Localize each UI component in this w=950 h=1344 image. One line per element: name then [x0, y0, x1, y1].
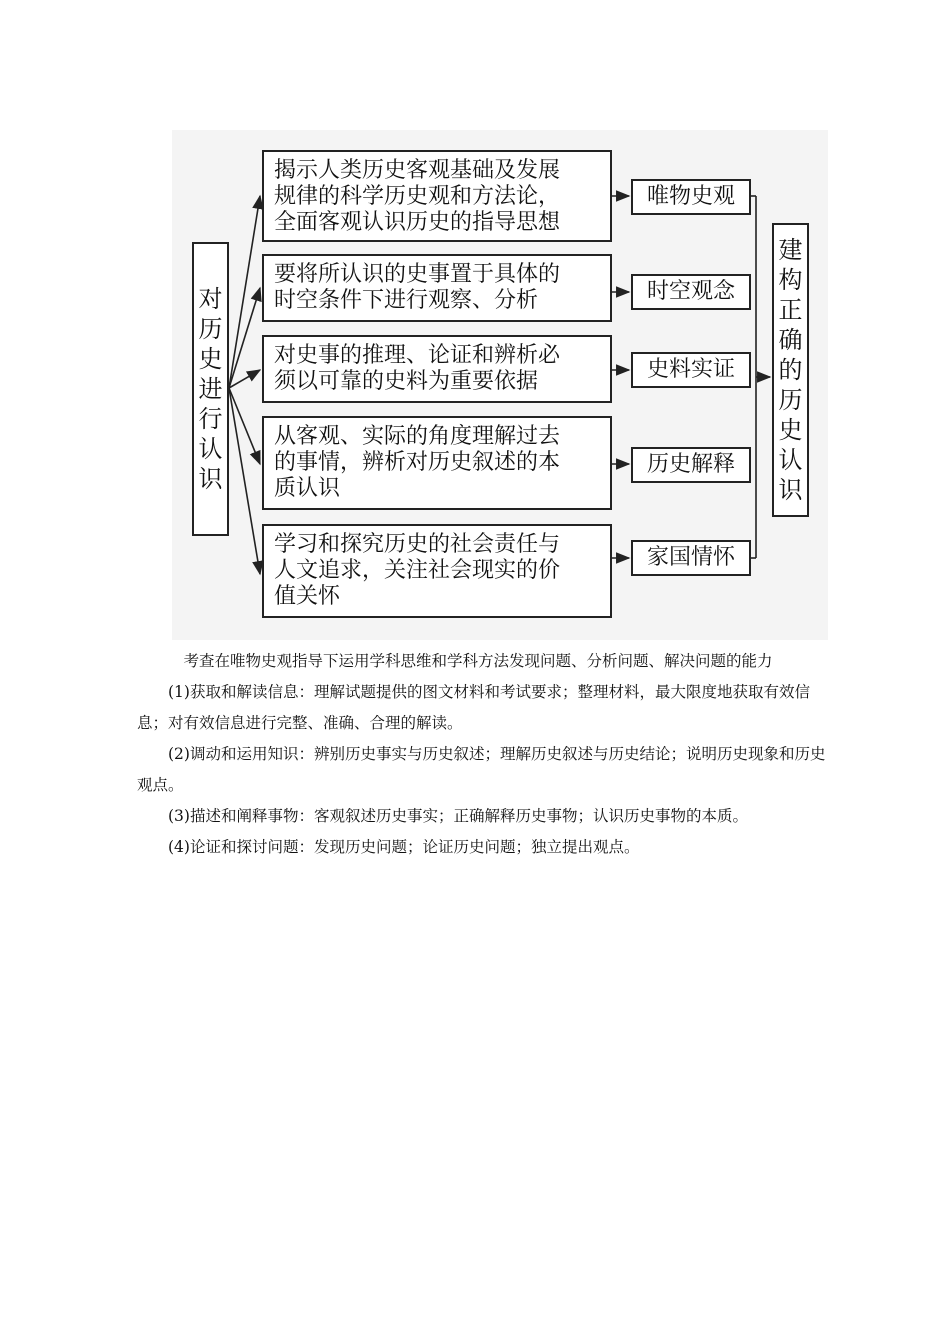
intro-paragraph: 考查在唯物史观指导下运用学科思维和学科方法发现问题、分析问题、解决问题的能力	[183, 652, 773, 670]
description-box-4: 从客观、实际的角度理解过去 的事情，辨析对历史叙述的本 质认识	[262, 416, 612, 510]
right-label-box: 建 构 正 确 的 历 史 认 识	[772, 223, 809, 517]
description-box-2: 要将所认识的史事置于具体的 时空条件下进行观察、分析	[262, 254, 612, 322]
description-box-5: 学习和探究历史的社会责任与 人文追求，关注社会现实的价 值关怀	[262, 524, 612, 618]
tag-box-2: 时空观念	[631, 274, 751, 310]
concept-diagram	[172, 130, 828, 640]
tag-box-4: 历史解释	[631, 447, 751, 483]
fan-arrow-4	[229, 388, 260, 464]
tag-box-5: 家国情怀	[631, 540, 751, 576]
item-paragraph-2: (2)调动和运用知识：辨别历史事实与历史叙述；理解历史叙述与历史结论；说明历史现象和历史观点。	[137, 745, 826, 794]
merge-bracket	[751, 196, 756, 558]
item-paragraph-1: (1)获取和解读信息：理解试题提供的图文材料和考试要求；整理材料，最大限度地获取有效信息；对有效信息进行完整、准确、合理的解读。	[137, 683, 810, 732]
item-paragraph-3: (3)描述和阐释事物：客观叙述历史事实；正确解释历史事物；认识历史事物的本质。	[168, 807, 748, 825]
description-box-1: 揭示人类历史客观基础及发展 规律的科学历史观和方法论， 全面客观认识历史的指导思想	[262, 150, 612, 242]
fan-arrow-1	[229, 196, 260, 388]
body-text	[137, 646, 827, 863]
description-box-3: 对史事的推理、论证和辨析必 须以可靠的史料为重要依据	[262, 335, 612, 403]
item-paragraph-4: (4)论证和探讨问题：发现历史问题；论证历史问题；独立提出观点。	[168, 838, 640, 856]
tag-box-3: 史料实证	[631, 352, 751, 388]
fan-arrow-5	[229, 388, 260, 574]
left-label-box: 对 历 史 进 行 认 识	[192, 242, 229, 536]
tag-box-1: 唯物史观	[631, 179, 751, 215]
